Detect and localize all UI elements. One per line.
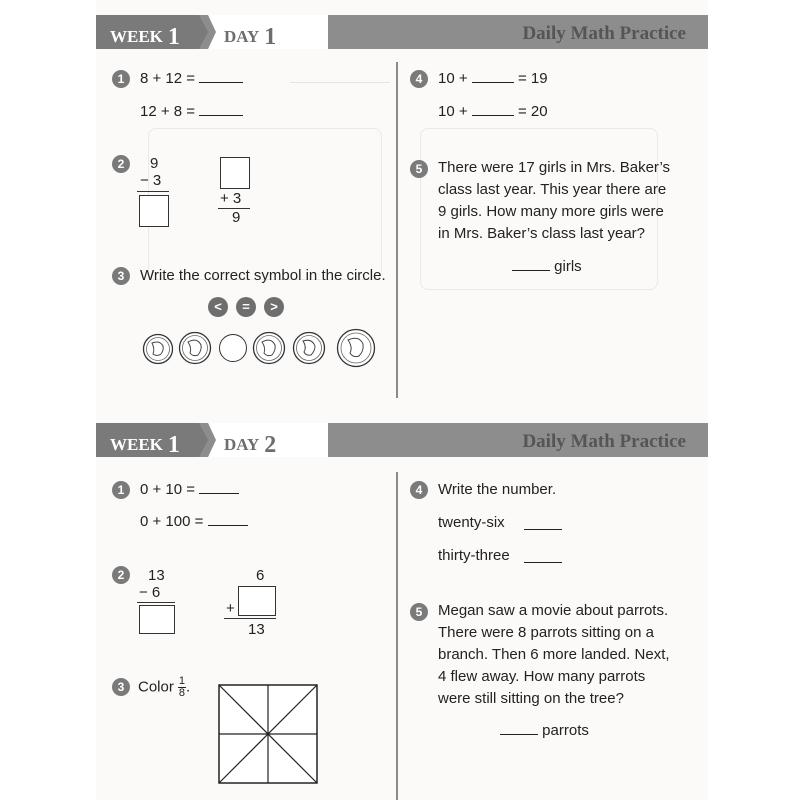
answer-line	[512, 258, 582, 275]
fraction-denominator: 8	[178, 687, 185, 699]
bleed-through-text	[290, 68, 390, 83]
sum: 13	[248, 621, 265, 638]
answer-blank[interactable]	[199, 492, 239, 494]
less-than-symbol: <	[208, 297, 228, 317]
equals-symbol: =	[236, 297, 256, 317]
subtrahend: − 6	[139, 584, 161, 601]
nickel-coin	[252, 331, 286, 365]
panel1-header	[96, 15, 708, 49]
question-number: 2	[112, 155, 130, 173]
problem-line: class last year. This year there are	[438, 181, 667, 198]
bleed-through-box	[148, 128, 382, 280]
sum: 9	[232, 209, 241, 226]
answer-unit: parrots	[542, 722, 589, 739]
equation-1	[140, 70, 243, 87]
word-problem	[438, 157, 670, 245]
answer-box[interactable]	[139, 195, 169, 227]
equation-text: 10 +	[438, 70, 468, 87]
equation-text: 12 + 8 =	[140, 103, 196, 120]
addend: 6	[256, 567, 265, 584]
problem-line: 9 girls. How many more girls were	[438, 203, 664, 220]
nickel-coin	[292, 331, 326, 365]
plus-sign: +	[226, 600, 235, 617]
problem-line: in Mrs. Baker’s class last year?	[438, 225, 646, 242]
symbol-answer-circle[interactable]	[219, 334, 247, 362]
equation-2	[438, 103, 548, 120]
answer-blank[interactable]	[199, 114, 243, 116]
problem-line: Megan saw a movie about parrots.	[438, 602, 669, 619]
question-number: 1	[112, 481, 130, 499]
column-divider	[396, 472, 398, 800]
problem-line: branch. Then 6 more landed. Next,	[438, 646, 670, 663]
answer-blank[interactable]	[500, 733, 538, 735]
week-number: 1	[167, 432, 180, 458]
day-label	[224, 22, 276, 49]
quarter-coin	[336, 328, 376, 368]
answer-blank[interactable]	[512, 269, 550, 271]
answer-blank[interactable]	[199, 81, 243, 83]
equation-text: = 20	[517, 103, 548, 120]
equation-1	[140, 481, 239, 498]
day-number: 1	[264, 24, 277, 50]
week-text: WEEK	[110, 27, 163, 46]
equation-text: 10 +	[438, 103, 468, 120]
greater-than-symbol: >	[264, 297, 284, 317]
question-prompt: Write the number.	[438, 481, 557, 498]
equation-text: 8 + 12 =	[140, 70, 196, 87]
header-title: Daily Math Practice	[522, 431, 686, 452]
color-label: Color	[138, 678, 174, 696]
word-problem	[438, 600, 670, 710]
answer-box[interactable]	[139, 605, 175, 634]
question-number: 2	[112, 566, 130, 584]
day-text: DAY	[224, 27, 260, 46]
answer-unit: girls	[554, 258, 582, 275]
sum-line	[224, 618, 276, 619]
sum-line	[137, 191, 169, 192]
problem-line: There were 8 parrots sitting on a	[438, 624, 654, 641]
question-number: 3	[112, 267, 130, 285]
week-label	[110, 22, 180, 49]
question-prompt: Write the correct symbol in the circle.	[140, 267, 386, 284]
minuend: 9	[150, 155, 159, 172]
problem-line: 4 flew away. How many parrots	[438, 668, 646, 685]
week-text: WEEK	[110, 435, 163, 454]
header-title: Daily Math Practice	[522, 23, 686, 44]
fraction	[178, 676, 186, 699]
equation-1	[438, 70, 548, 87]
addend: + 3	[220, 190, 242, 207]
question-number: 3	[112, 678, 130, 696]
period: .	[185, 678, 191, 696]
answer-box[interactable]	[238, 586, 276, 616]
sum-line	[137, 602, 175, 603]
minuend: 13	[148, 567, 165, 584]
answer-line	[500, 722, 589, 739]
equation-2	[140, 513, 248, 530]
answer-box[interactable]	[220, 157, 250, 189]
question-number: 4	[410, 481, 428, 499]
answer-blank[interactable]	[208, 524, 248, 526]
equation-2	[140, 103, 243, 120]
panel2-header	[96, 423, 708, 457]
equation-text: 0 + 10 =	[140, 481, 196, 498]
question-number: 4	[410, 70, 428, 88]
answer-blank[interactable]	[524, 561, 562, 563]
answer-blank[interactable]	[472, 81, 514, 83]
nickel-coin	[178, 331, 212, 365]
equation-text: = 19	[517, 70, 548, 87]
equation-text: 0 + 100 =	[140, 513, 204, 530]
question-prompt	[138, 676, 190, 699]
answer-blank[interactable]	[472, 114, 514, 116]
week-number: 1	[167, 24, 180, 50]
number-word: twenty-six	[438, 514, 505, 531]
problem-line: There were 17 girls in Mrs. Baker’s	[438, 159, 671, 176]
question-number: 1	[112, 70, 130, 88]
day-text: DAY	[224, 435, 260, 454]
number-word: thirty-three	[438, 547, 510, 564]
answer-blank[interactable]	[524, 528, 562, 530]
dime-coin	[142, 333, 174, 365]
fraction-numerator: 1	[178, 675, 185, 687]
problem-line: were still sitting on the tree?	[438, 690, 624, 707]
column-divider	[396, 62, 398, 398]
eighths-square[interactable]	[218, 684, 318, 784]
day-label	[224, 430, 276, 457]
week-label	[110, 430, 180, 457]
subtrahend: − 3	[140, 172, 162, 189]
day-number: 2	[264, 432, 277, 458]
question-number: 5	[410, 160, 428, 178]
question-number: 5	[410, 603, 428, 621]
